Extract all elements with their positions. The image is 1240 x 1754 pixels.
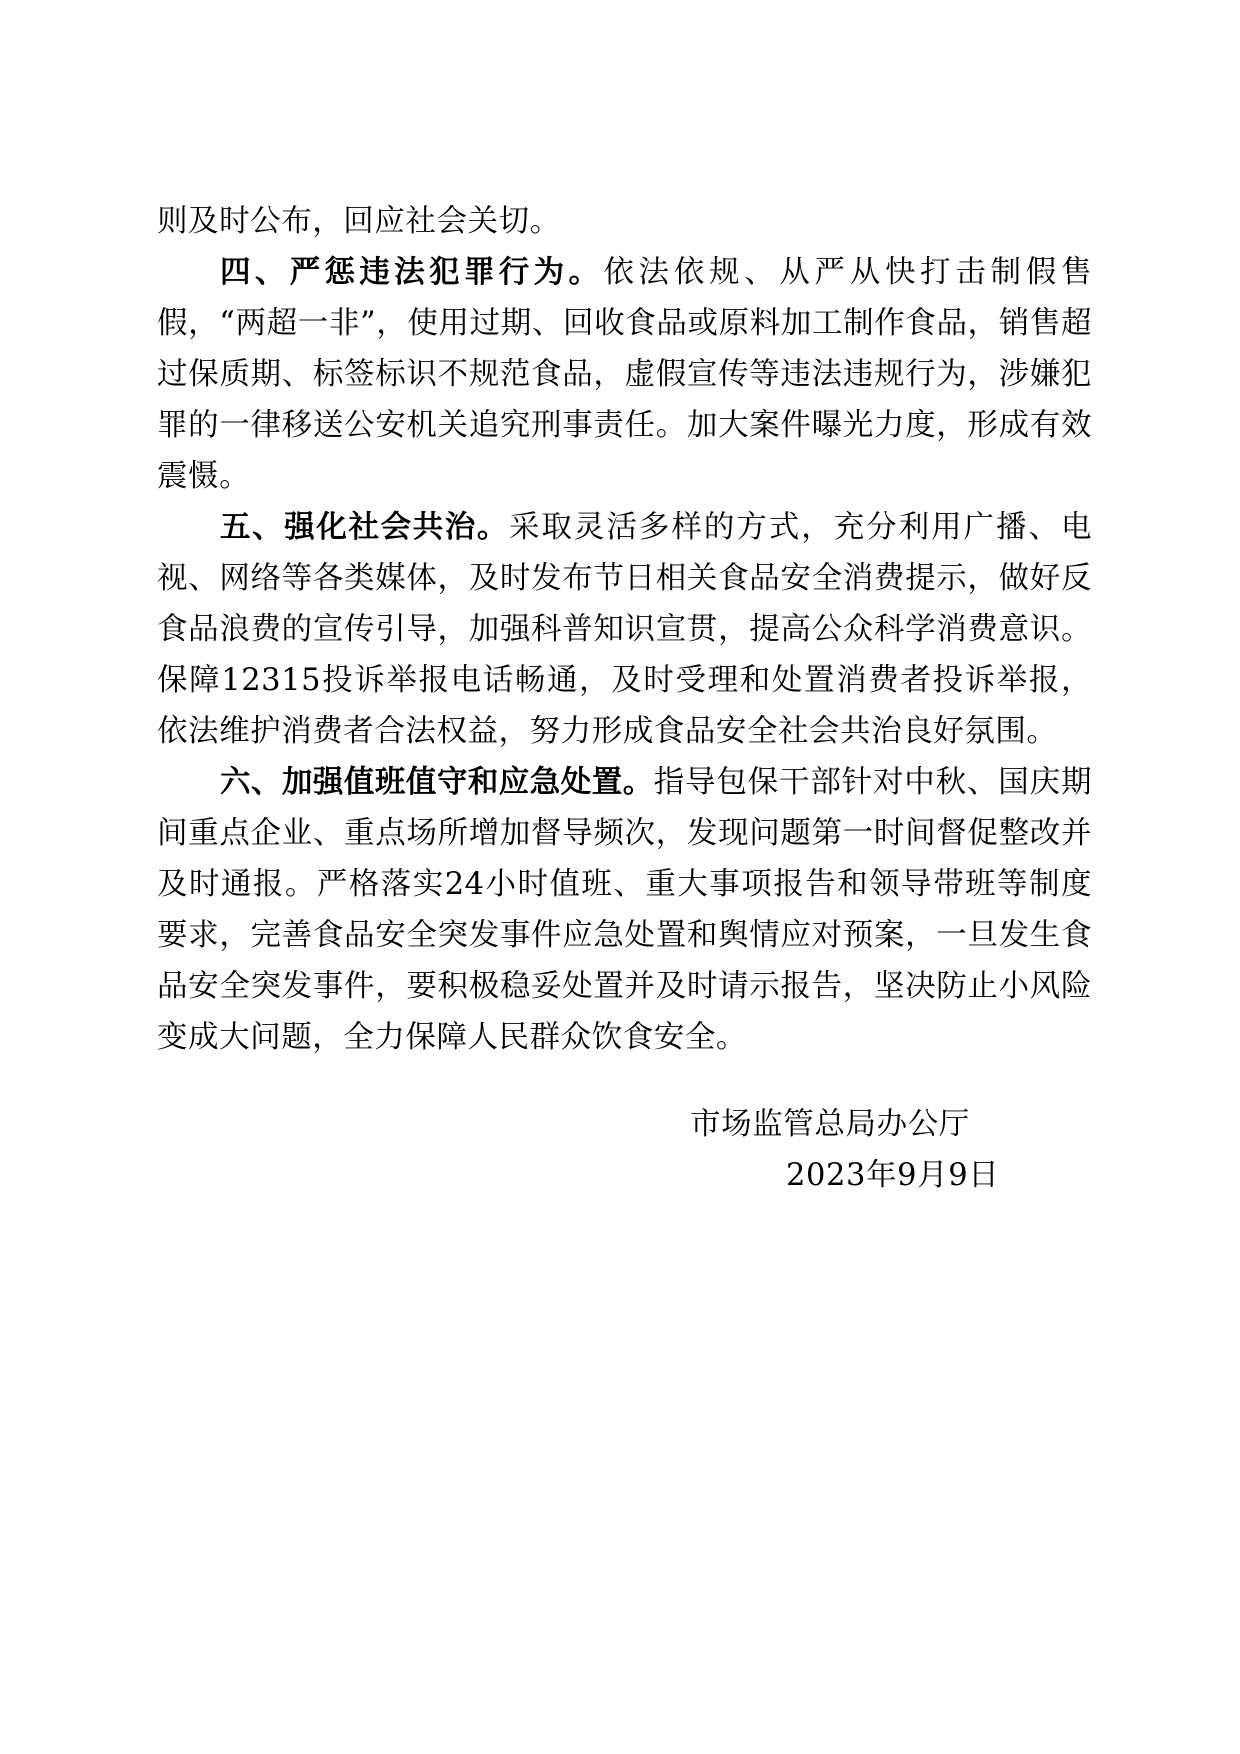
issue-date: 2023年9月9日 xyxy=(786,1158,1000,1193)
document-body xyxy=(157,196,1092,1063)
continuation-paragraph: 则及时公布，回应社会关切。 xyxy=(157,204,561,239)
section-six-paragraph xyxy=(157,757,1092,1063)
section-five-paragraph xyxy=(157,502,1092,757)
section-five-heading: 五、强化社会共治。 xyxy=(220,510,510,545)
section-six-body: 指导包保干部针对中秋、国庆期间重点企业、重点场所增加督导频次，发现问题第一时间督促整改并及时通报。严格落实24小时值班、重大事项报告和领导带班等制度要求，完善食品安全突发事件应急处置和舆情应对预案，一旦发生食品安全突发事件，要积极稳妥处置并及时请示报告，坚决防止小风险变成大问题，全力保障人民群众饮食安全。 xyxy=(157,765,1092,1055)
section-six-heading: 六、加强值班值守和应急处置。 xyxy=(220,765,654,800)
section-four-heading: 四、严惩违法犯罪行为。 xyxy=(220,255,604,290)
section-five-body: 采取灵活多样的方式，充分利用广播、电视、网络等各类媒体，及时发布节日相关食品安全消费提示，做好反食品浪费的宣传引导，加强科普知识宣贯，提高公众科学消费意识。保障12315投诉举报电话畅通，及时受理和处置消费者投诉举报，依法维护消费者合法权益，努力形成食品安全社会共治良好氛围。 xyxy=(157,510,1092,749)
section-four-paragraph xyxy=(157,247,1092,502)
issuing-office-signature: 市场监管总局办公厅 xyxy=(690,1107,970,1142)
section-four-body: 依法依规、从严从快打击制假售假，“两超一非”，使用过期、回收食品或原料加工制作食品，销售超过保质期、标签标识不规范食品，虚假宣传等违法违规行为，涉嫌犯罪的一律移送公安机关追究刑事责任。加大案件曝光力度，形成有效震慑。 xyxy=(157,255,1093,494)
